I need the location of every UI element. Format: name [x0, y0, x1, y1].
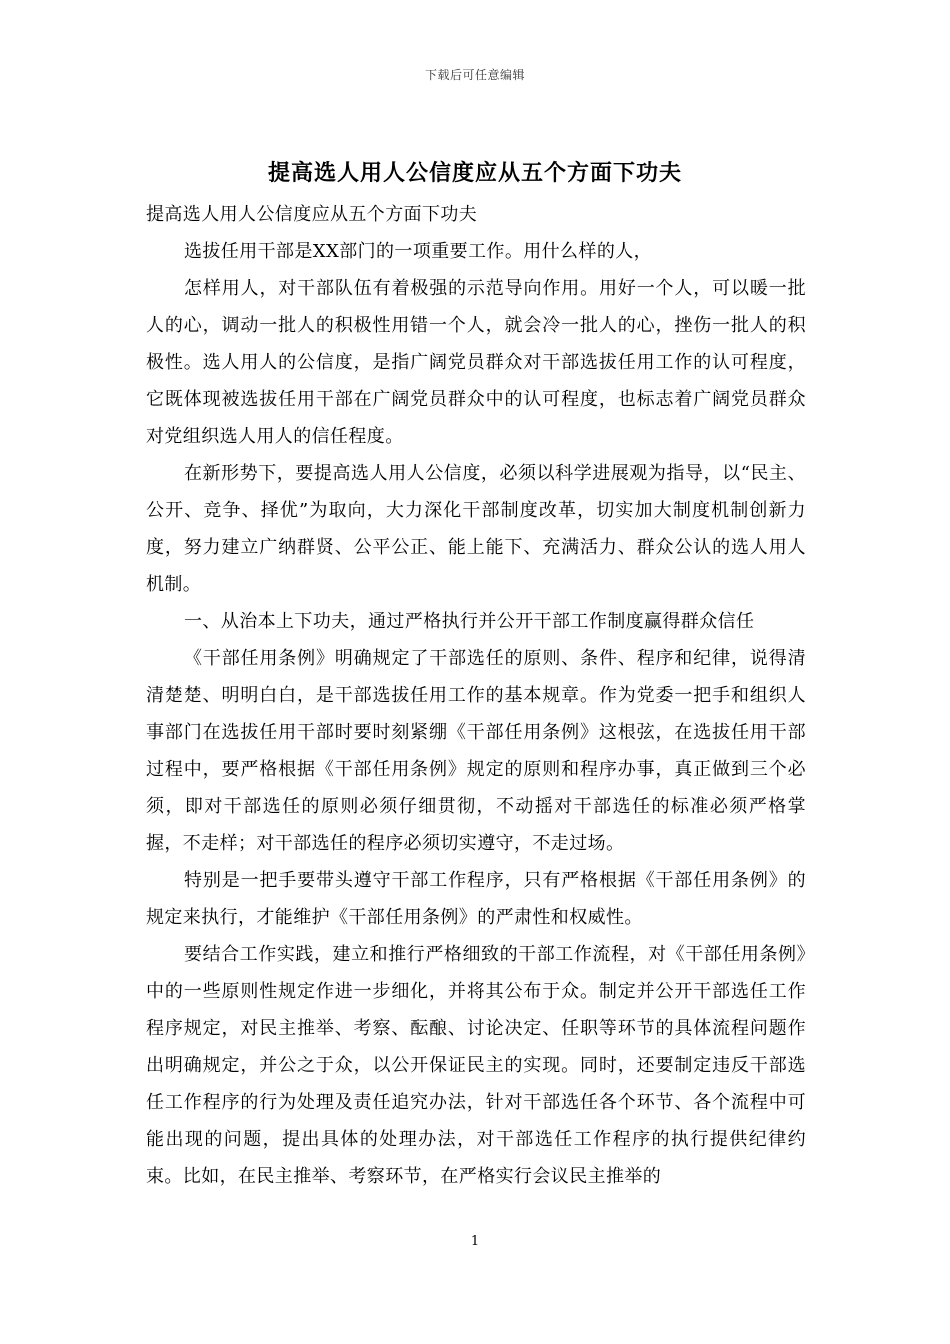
paragraph: 选拔任用干部是XX部门的一项重要工作。用什么样的人， [184, 241, 653, 262]
paragraph-subtitle: 提高选人用人公信度应从五个方面下功夫 [146, 204, 478, 225]
document-body [146, 196, 806, 1195]
paragraph: 要结合工作实践，建立和推行严格细致的干部工作流程，对《干部任用条例》中的一些原则性规定作进一步细化，并将其公布于众。制定并公开干部选任工作程序规定，对民主推举、考察、酝酿、讨论决定、任职等环节的具体流程问题作出明确规定，并公之于众，以公开保证民主的实现。同时，还要制定违反干部选任工作程序的行为处理及责任追究办法，针对干部选任各个环节、各个流程中可能出现的问题，提出具体的处理办法，对干部选任工作程序的执行提供纪律约束。比如，在民主推举、考察环节，在严格实行会议民主推举的 [146, 944, 806, 1187]
paragraph: 怎样用人，对干部队伍有着极强的示范导向作用。用好一个人，可以暖一批人的心，调动一批人的积极性用错一个人，就会冷一批人的心，挫伤一批人的积极性。选人用人的公信度，是指广阔党员群众对干部选拔任用工作的认可程度，它既体现被选拔任用干部在广阔党员群众中的认可程度，也标志着广阔党员群众对党组织选人用人的信任程度。 [146, 278, 806, 447]
document-title: 提高选人用人公信度应从五个方面下功夫 [267, 160, 682, 186]
paragraph: 特别是一把手要带头遵守干部工作程序，只有严格根据《干部任用条例》的规定来执行，才能维护《干部任用条例》的严肃性和权威性。 [146, 870, 806, 928]
page-number: 1 [470, 1234, 480, 1249]
section-heading: 一、从治本上下功夫，通过严格执行并公开干部工作制度赢得群众信任 [184, 611, 755, 632]
paragraph: 《干部任用条例》明确规定了干部选任的原则、条件、程序和纪律，说得清清楚楚、明明白白，是干部选拔任用工作的基本规章。作为党委一把手和组织人事部门在选拔任用干部时要时刻紧绷《干部任用条例》这根弦，在选拔任用干部过程中，要严格根据《干部任用条例》规定的原则和程序办事，真正做到三个必须，即对干部选任的原则必须仔细贯彻，不动摇对干部选任的标准必须严格掌握，不走样；对干部选任的程序必须切实遵守，不走过场。 [146, 648, 806, 854]
header-note: 下载后可任意编辑 [424, 68, 525, 82]
paragraph: 在新形势下，要提高选人用人公信度，必须以科学进展观为指导，以“民主、公开、竞争、择优”为取向，大力深化干部制度改革，切实加大制度机制创新力度，努力建立广纳群贤、公平公正、能上能下、充满活力、群众公认的选人用人机制。 [146, 463, 806, 595]
